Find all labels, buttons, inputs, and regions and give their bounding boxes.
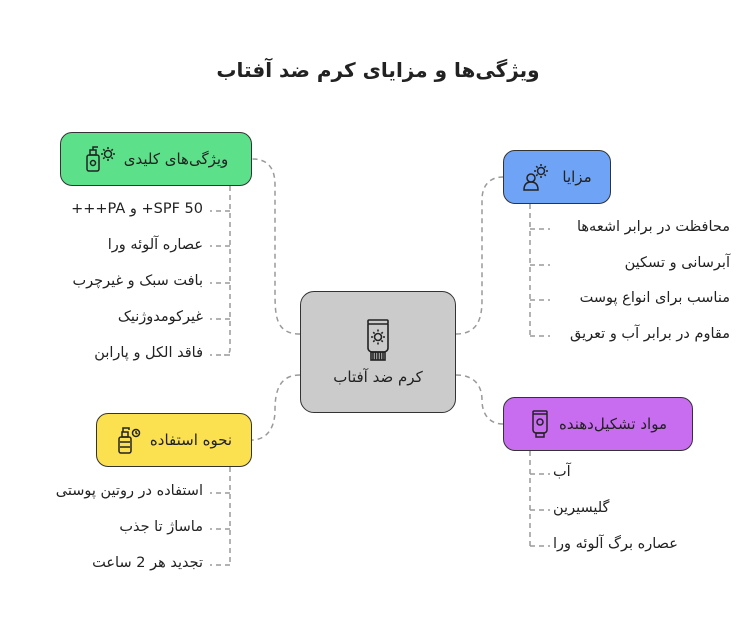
ingredient-item-2: گلیسیرین bbox=[553, 500, 610, 516]
feature-item-3: بافت سبک و غیرچرب bbox=[72, 273, 203, 289]
branch-benefits[interactable] bbox=[503, 150, 611, 204]
link-center-usage bbox=[252, 375, 300, 440]
feature-item-5: فاقد الکل و پارابن bbox=[94, 345, 203, 361]
ingredient-item-1: آب bbox=[553, 464, 571, 480]
spray-bottle-icon bbox=[116, 425, 142, 455]
diagram-title: ویژگی‌ها و مزایای کرم ضد آفتاب bbox=[216, 58, 540, 82]
branch-ingredients[interactable] bbox=[503, 397, 693, 451]
usage-item-3: تجدید هر 2 ساعت bbox=[92, 555, 203, 571]
benefit-item-3: مناسب برای انواع پوست bbox=[579, 290, 730, 306]
link-center-benefits bbox=[456, 177, 503, 334]
person-sun-icon bbox=[522, 162, 552, 192]
feature-item-2: عصاره آلوئه ورا bbox=[107, 237, 203, 253]
feature-item-1: SPF 50+ و PA+++ bbox=[71, 201, 203, 217]
link-center-ingredients bbox=[456, 375, 503, 424]
branch-usage[interactable] bbox=[96, 413, 252, 467]
usage-label: نحوه استفاده bbox=[149, 431, 233, 449]
features-label: ویژگی‌های کلیدی bbox=[123, 150, 229, 168]
center-label: کرم ضد آفتاب bbox=[333, 368, 423, 386]
ingredients-label: مواد تشکیل‌دهنده bbox=[559, 415, 667, 433]
ingredient-item-3: عصاره برگ آلوئه ورا bbox=[553, 536, 678, 552]
branch-features[interactable] bbox=[60, 132, 252, 186]
benefits-label: مزایا bbox=[562, 168, 592, 186]
feature-item-4: غیرکومدوژنیک bbox=[117, 309, 203, 325]
benefit-item-4: مقاوم در برابر آب و تعریق bbox=[570, 326, 730, 342]
benefit-item-1: محافظت در برابر اشعه‌ها bbox=[576, 219, 730, 235]
benefit-item-2: آبرسانی و تسکین bbox=[624, 255, 730, 271]
tube-icon bbox=[529, 409, 551, 439]
sunscreen-bottle-icon bbox=[84, 145, 116, 173]
center-node[interactable] bbox=[300, 291, 456, 413]
link-center-features bbox=[252, 159, 300, 334]
usage-item-1: استفاده در روتین پوستی bbox=[55, 483, 203, 499]
usage-item-2: ماساژ تا جذب bbox=[119, 519, 203, 535]
sunscreen-tube-icon bbox=[363, 318, 393, 362]
